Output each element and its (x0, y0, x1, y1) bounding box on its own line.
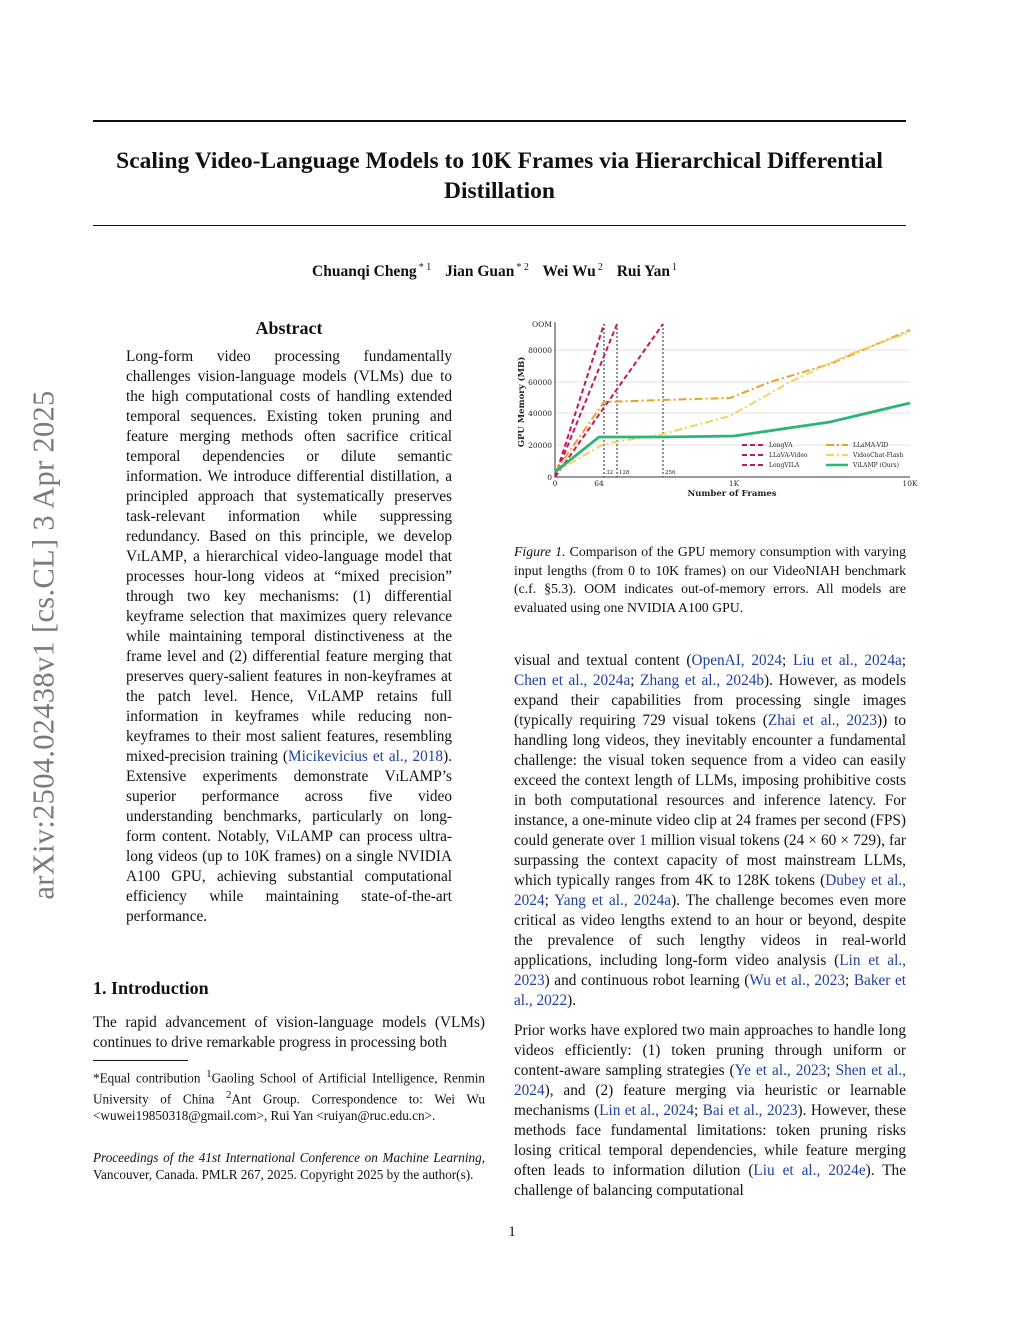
intro-paragraph: The rapid advancement of vision-language models (VLMs) continues to drive remarkable progress in processing both (93, 1014, 485, 1051)
page-number: 1 (508, 1224, 516, 1240)
author-name: Wei Wu (542, 263, 596, 281)
intro-paragraph-right-1: visual and textual content (OpenAI, 2024; Liu et al., 2024a; Chen et al., 2024a; Zhang et al., 2024b). However, as models expand their capabilities from processing single images (typically requiring 729 visual tokens (Zhai et al., 2023)) to handling long videos, they inevitably encounter a fundamental challenge: the visual token sequence from a video can easily exceed the context length of LLMs, imposing prohibitive costs in both computational resources and inference latency. For instance, a one-minute video clip at 24 frames per second (FPS) could generate over 1 million visual tokens (24 × 60 × 729), far surpassing the context capacity of most mainstream LLMs, which typically ranges from 4K to 128K tokens (Dubey et al., 2024; Yang et al., 2024a). The challenge becomes even more critical as video lengths extend to an hour or beyond, despite the prevalence of such lengthy videos in real-world applications, including long-form video analysis (Lin et al., 2023) and continuous robot learning (Wu et al., 2023; Baker et al., 2022). (514, 652, 907, 1009)
paper-title: Scaling Video-Language Models to 10K Frames via Hierarchical Differential Distillation (116, 148, 883, 204)
abstract-text: ). Extensive experiments demonstrate (126, 748, 452, 785)
body-text: ). However, these methods face fundamental limitations: token pruning risks losing critical temporal dependencies, while feature merging often leads to information dilution ( (514, 1102, 906, 1179)
body-text: ). The challenge becomes even more critical as video lengths extend to an hour or beyond, despite the prevalence of such lengthy videos in real-world applications, including long-form video analysis ( (514, 892, 906, 969)
arxiv-sidebar (14, 360, 74, 930)
author-name: Jian Guan (445, 263, 515, 281)
caption-text: Comparison of the GPU memory consumption with varying input lengths (from 0 to 10K frames) on our VideoNIAH benchmark (c.f. §5.3). OOM indicates out-of-memory errors. All models are evaluated using one NVIDIA A100 GPU. (514, 544, 906, 615)
y-axis-label: GPU Memory (MB) (517, 356, 527, 448)
abstract-text: retains full information in keyframes while reducing non-keyframes to their most salient features, resembling mixed-precision training ( (126, 688, 452, 765)
footnote-link[interactable]: 1 (639, 832, 647, 849)
body-text: ). (567, 992, 577, 1009)
citation-link[interactable]: Bai et al., 2023 (702, 1102, 798, 1119)
citation-link[interactable]: Zhai et al., 2023 (767, 712, 877, 729)
model-name: ViLAMP (306, 688, 364, 705)
body-text: Prior works have explored two main approaches to handle long videos efficiently: (1) token pruning through uniform or content-aware sampling strategies ( (514, 1022, 906, 1079)
legend-label-videochat-flash: VideoChat-Flash (853, 452, 904, 459)
footnote-equal: *Equal contribution (93, 1070, 201, 1086)
memory-chart-svg (510, 312, 920, 507)
arxiv-id: arXiv:2504.02438v1 [cs.CL] 3 Apr 2025 (26, 390, 61, 900)
footnote-affil1: Gaoling School of Artificial Intelligence, Renmin University of China (93, 1070, 485, 1107)
citation-link[interactable]: Micikevicius et al., 2018 (288, 748, 444, 765)
footnote-rule (93, 1060, 188, 1061)
footnote-proceedings (93, 1150, 485, 1183)
citation-link[interactable]: Lin et al., 2023 (514, 952, 906, 989)
footnote-affiliations: *Equal contribution $^1$Gaoling School of Artificial Intelligence, Renmin University of China $^2$Ant Group. Correspondence to: Wei Wu <wuwei19850318@gmail.com>, Rui Yan <ruiyan@ruc.edu.cn>. (93, 1068, 485, 1123)
legend-label-longvila: LongVILA (769, 462, 800, 469)
author-affil: 2 (597, 262, 603, 273)
author-affil: * 2 (516, 262, 529, 273)
citation-link[interactable]: Zhang et al., 2024b (640, 672, 765, 689)
abstract-text: Long-form video processing fundamentally challenges vision-language models (VLMs) due to the high computational costs of handling extended temporal sequences. Existing token pruning and feature merging methods often sacrifice critical temporal dependencies or dilute semantic information. We introduce differential distillation, a principled approach that systematically preserves task-relevant information while suppressing redundancy. Based on this principle, we develop (126, 348, 452, 545)
body-text: ), and (2) feature merging via heuristic or learnable mechanisms ( (514, 1082, 906, 1119)
abstract-text: , a hierarchical video-language model that processes hour-long videos at “mixed precision” through two key mechanisms: (1) differential keyframe selection that maximizes query relevance while maintaining temporal distinctiveness at the frame level and (2) differential feature merging that preserves query-salient features in non-keyframes at the patch level. Hence, (126, 548, 452, 705)
citation-link[interactable]: Wu et al., 2023 (749, 972, 845, 989)
body-text: ) and continuous robot learning ( (544, 972, 750, 989)
body-text: )) to handling long videos, they inevitably encounter a fundamental challenge: the visual token sequence from a video can easily exceed the context length of LLMs, imposing prohibitive costs in both computational resources and inference latency. For instance, a one-minute video clip at 24 frames per second (FPS) could generate over (514, 712, 906, 849)
x-tick-label: 10K (902, 479, 918, 488)
y-tick-label: 20000 (528, 441, 552, 450)
author-affil: 1 (671, 262, 677, 273)
author-name: Chuanqi Cheng (312, 263, 417, 281)
x-tick-label: 1K (728, 479, 740, 488)
author-list (93, 262, 906, 281)
body-text: visual and textual content ( (514, 652, 692, 669)
citation-link[interactable]: Dubey et al., 2024 (514, 872, 906, 909)
x-tick-label: 0 (552, 479, 558, 488)
citation-link[interactable]: Liu et al., 2024a (793, 652, 902, 669)
oom-marker-label: 256 (665, 470, 676, 476)
citation-link[interactable]: OpenAI, 2024 (691, 652, 782, 669)
abstract-body (126, 347, 452, 927)
legend-label-longva: LongVA (769, 442, 793, 449)
oom-marker-label: 32 (606, 470, 613, 476)
footnote-affil2: Ant Group. Correspondence to: Wei Wu <wuwei19850318@gmail.com>, Rui Yan <ruiyan@ruc.edu.cn>. (93, 1091, 485, 1123)
citation-link[interactable]: Liu et al., 2024e (753, 1162, 866, 1179)
abstract-text: can process ultra-long videos (up to 10K frames) on a single NVIDIA A100 GPU, achieving substantial computational efficiency while maintaining state-of-the-art performance. (126, 828, 452, 925)
legend-label-llava-video: LLaVA-Video (769, 452, 808, 459)
model-name: ViLAMP (126, 548, 184, 565)
title-top-rule (93, 120, 906, 122)
figure-1-chart (510, 312, 920, 507)
abstract-heading: Abstract (255, 318, 323, 338)
body-text: ). The challenge of balancing computational (514, 1162, 906, 1199)
intro-heading: 1. Introduction (93, 978, 209, 998)
y-tick-label: 0 (547, 473, 552, 482)
y-tick-label: 80000 (528, 346, 552, 355)
body-text: million visual tokens (24 × 60 × 729), far surpassing the context capacity of most mainstream LLMs, which typically ranges from 4K to 128K tokens ( (514, 832, 907, 889)
citation-link[interactable]: Ye et al., 2023 (734, 1062, 827, 1079)
x-tick-label: 64 (594, 479, 604, 488)
figure-caption (514, 543, 906, 617)
citation-link[interactable]: Baker et al., 2022 (514, 972, 907, 1009)
author-name: Rui Yan (616, 263, 670, 281)
figure-label: Figure 1. (514, 544, 566, 559)
legend-label-vilamp: ViLAMP (Ours) (853, 462, 899, 469)
y-tick-label: 60000 (528, 378, 552, 387)
intro-paragraph-right-2: Prior works have explored two main approaches to handle long videos efficiently: (1) token pruning through uniform or content-aware sampling strategies (Ye et al., 2023; Shen et al., 2024), and (2) feature merging via heuristic or learnable mechanisms (Lin et al., 2024; Bai et al., 2023). However, these methods face fundamental limitations: token pruning risks losing critical temporal dependencies, while feature merging often leads to information dilution (Liu et al., 2024e). The challenge of balancing computational (514, 1022, 906, 1199)
oom-marker-label: 128 (619, 470, 630, 476)
y-tick-label: 40000 (528, 409, 552, 418)
x-axis-label: Number of Frames (687, 489, 777, 499)
body-text: ). However, as models expand their capabilities from processing single images (typically requiring 729 visual tokens ( (514, 672, 906, 729)
legend-label-llama-vid: LLaMA-VID (853, 442, 889, 449)
model-name: ViLAMP (275, 828, 333, 845)
title-bottom-rule (93, 225, 906, 226)
abstract-text: ’s superior performance across five video understanding benchmarks, particularly on long-form content. Notably, (126, 768, 452, 845)
model-name: ViLAMP (384, 768, 442, 785)
citation-link[interactable]: Chen et al., 2024a (514, 672, 631, 689)
citation-link[interactable]: Shen et al., 2024 (514, 1062, 906, 1099)
citation-link[interactable]: Yang et al., 2024a (554, 892, 672, 909)
author-affil: * 1 (418, 262, 432, 273)
citation-link[interactable]: Lin et al., 2024 (599, 1102, 694, 1119)
proceedings-name: Proceedings of the 41st International Conference on Machine Learning (93, 1150, 482, 1165)
y-tick-label: OOM (532, 320, 552, 329)
proceedings-rest: , Vancouver, Canada. PMLR 267, 2025. Copyright 2025 by the author(s). (93, 1150, 485, 1182)
